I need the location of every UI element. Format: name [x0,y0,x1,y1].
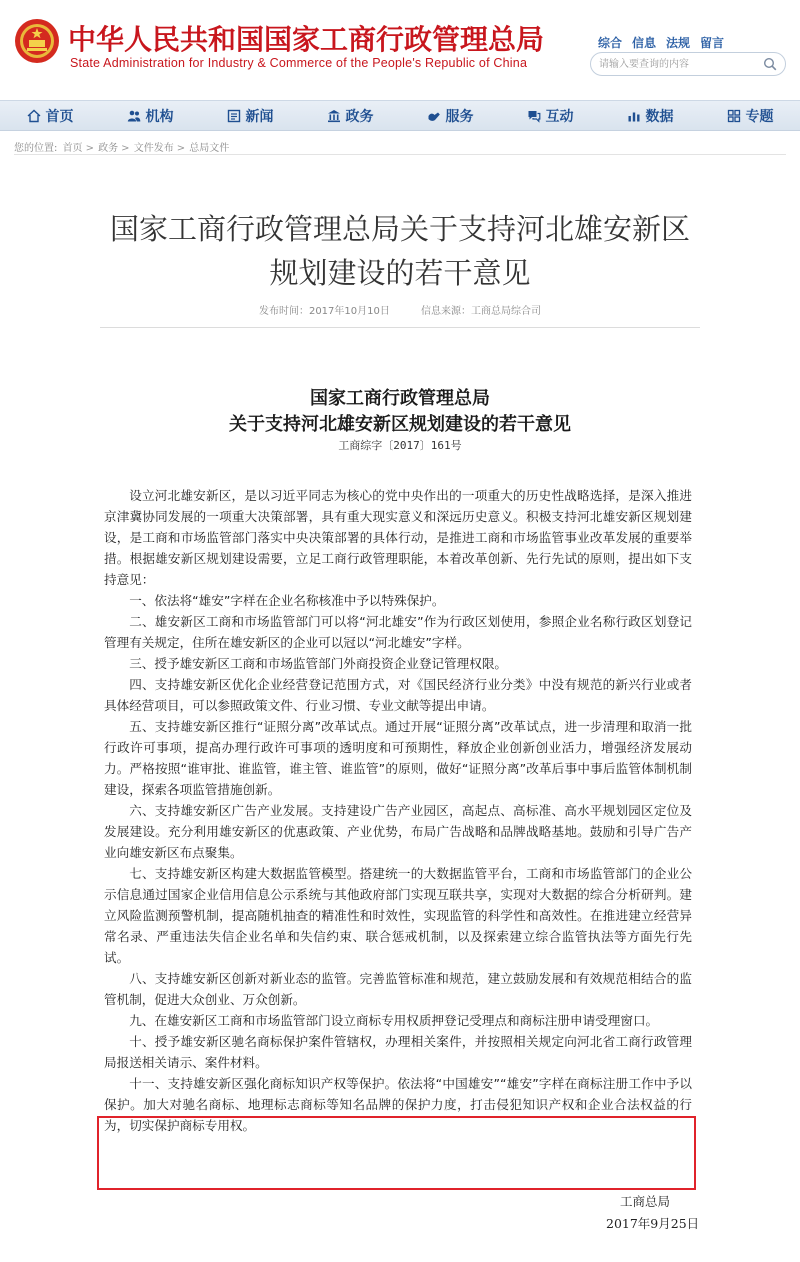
service-icon [427,109,441,123]
breadcrumb-prefix: 您的位置: [14,143,58,154]
top-link-message[interactable]: 留言 [700,36,725,50]
nav-label: 首页 [45,108,74,125]
breadcrumb-separator: > [176,143,186,154]
interaction-icon [527,109,541,123]
nav-topics[interactable] [700,101,800,130]
paragraph-item-8: 八、支持雄安新区创新对新业态的监管。完善监管标准和规范，建立鼓励发展和有效规范相结合的监管机制，促进大众创业、万众创新。 [104,971,692,1007]
site-subtitle: State Administration for Industry & Commerce of the People's Republic of China [70,56,528,70]
paragraph-item-2: 二、雄安新区工商和市场监管部门可以将“河北雄安”作为行政区划使用，参照企业名称行政区划登记管理有关规定，住所在雄安新区的企业可以冠以“河北雄安”字样。 [104,614,692,650]
people-icon [127,109,141,123]
breadcrumb-divider [14,154,786,155]
document-heading-1: 国家工商行政管理总局 [310,388,490,409]
search-box [590,52,786,76]
paragraph-item-1: 一、依法将“雄安”字样在企业名称核准中予以特殊保护。 [129,593,445,608]
document-number: 工商综字〔2017〕161号 [338,439,462,452]
paragraph-item-11: 十一、支持雄安新区强化商标知识产权等保护。依法将“中国雄安”“雄安”字样在商标注册工作中予以保护。加大对驰名商标、地理标志商标等知名品牌的保护力度，打击侵犯知识产权和企业合法权益的行为，切实保护商标专用权。 [104,1076,692,1133]
article-title-line1: 国家工商行政管理总局关于支持河北雄安新区 [109,212,690,246]
nav-news[interactable] [200,101,300,130]
breadcrumb-separator: > [121,143,130,154]
paragraph-item-6: 六、支持雄安新区广告产业发展。支持建设广告产业园区，高起点、高标准、高水平规划园区定位及发展建设。充分利用雄安新区的优惠政策、产业优势，布局广告战略和品牌战略基地。鼓励和引导广告产业向雄安新区布点聚集。 [104,803,692,860]
document-heading-2: 关于支持河北雄安新区规划建设的若干意见 [229,414,571,435]
top-link-general[interactable]: 综合 [598,36,623,50]
paragraph-item-7: 七、支持雄安新区构建大数据监管模型。搭建统一的大数据监管平台，工商和市场监管部门的企业公示信息通过国家企业信用信息公示系统与其他政府部门实现互联共享，实现对大数据的综合分析研判。建立风险监测预警机制，提高随机抽查的精准性和时效性，实现监管的科学性和高效性。在推进建立经营异常名录、严重违法失信企业名单和失信约束、联合惩戒机制，以及探索建立综合监管执法等方面先行先试。 [104,866,692,965]
home-icon [27,109,41,123]
nav-label: 机构 [145,108,174,125]
top-links [598,34,724,51]
nav-data[interactable] [600,101,700,130]
nav-label: 服务 [445,108,474,125]
nav-government-affairs[interactable] [300,101,400,130]
article-title-line2: 规划建设的若干意见 [269,256,531,290]
breadcrumb-bureau-files[interactable]: 总局文件 [189,143,230,154]
nav-label: 专题 [745,108,774,125]
site-header [0,0,800,100]
publish-time: 发布时间：2017年10月10日 [258,306,390,317]
news-icon [227,109,241,123]
top-link-laws[interactable]: 法规 [666,36,691,50]
main-nav [0,100,800,131]
paragraph-item-4: 四、支持雄安新区优化企业经营登记范围方式，对《国民经济行业分类》中没有规范的新兴行业或者具体经营项目，可以参照政策文件、行业习惯、专业文献等提出申请。 [104,677,692,713]
article-meta [0,302,800,317]
nav-interaction[interactable] [500,101,600,130]
breadcrumb-government[interactable]: 政务 [98,143,119,154]
breadcrumb-separator: > [85,143,94,154]
site-title[interactable]: 中华人民共和国国家工商行政管理总局 [68,23,545,56]
nav-home[interactable] [0,101,100,130]
info-source: 信息来源：工商总局综合司 [421,306,542,317]
search-icon[interactable] [763,57,777,71]
paragraph-item-10: 十、授予雄安新区驰名商标保护案件管辖权，办理相关案件，并按照相关规定向河北省工商行政管理局报送相关请示、案件材料。 [104,1034,692,1070]
breadcrumb-home[interactable]: 首页 [62,143,83,154]
nav-label: 互动 [545,108,574,125]
nav-label: 新闻 [245,108,274,125]
top-link-info[interactable]: 信息 [632,36,657,50]
breadcrumb-file-release[interactable]: 文件发布 [133,143,174,154]
nav-services[interactable] [400,101,500,130]
nav-institutions[interactable] [100,101,200,130]
meta-divider [100,327,700,328]
nav-label: 数据 [645,108,674,125]
paragraph-item-9: 九、在雄安新区工商和市场监管部门设立商标专用权质押登记受理点和商标注册申请受理窗口。 [129,1013,659,1028]
government-icon [327,109,341,123]
signature: 工商总局 [620,1194,671,1209]
topics-icon [727,109,741,123]
national-emblem-icon [14,18,60,64]
document-body [104,485,692,1136]
nav-label: 政务 [345,108,374,125]
paragraph-item-3: 三、授予雄安新区工商和市场监管部门外商投资企业登记管理权限。 [129,656,507,671]
breadcrumb [14,139,231,154]
paragraph-intro: 设立河北雄安新区，是以习近平同志为核心的党中央作出的一项重大的历史性战略选择，是深入推进京津冀协同发展的一项重大决策部署，具有重大现实意义和深远历史意义。积极支持河北雄安新区规划建设，是工商和市场监管部门落实中央决策部署的具体行动，是推进工商和市场监管事业改革发展的重要举措。根据雄安新区规划建设需要，立足工商行政管理职能，本着改革创新、先行先试的原则，提出如下支持意见： [104,488,692,587]
chart-icon [627,109,641,123]
search-input[interactable] [599,56,759,72]
paragraph-item-5: 五、支持雄安新区推行“证照分离”改革试点。通过开展“证照分离”改革试点，进一步清理和取消一批行政许可事项，提高办理行政许可事项的透明度和可预期性，释放企业创新创业活力，增强经济发展动力。严格按照“谁审批、谁监管，谁主管、谁监管”的原则，做好“证照分离”改革后事中事后监管体制机制建设，探索各项监管措施创新。 [104,719,692,797]
signature-date: 2017年9月25日 [606,1216,700,1231]
